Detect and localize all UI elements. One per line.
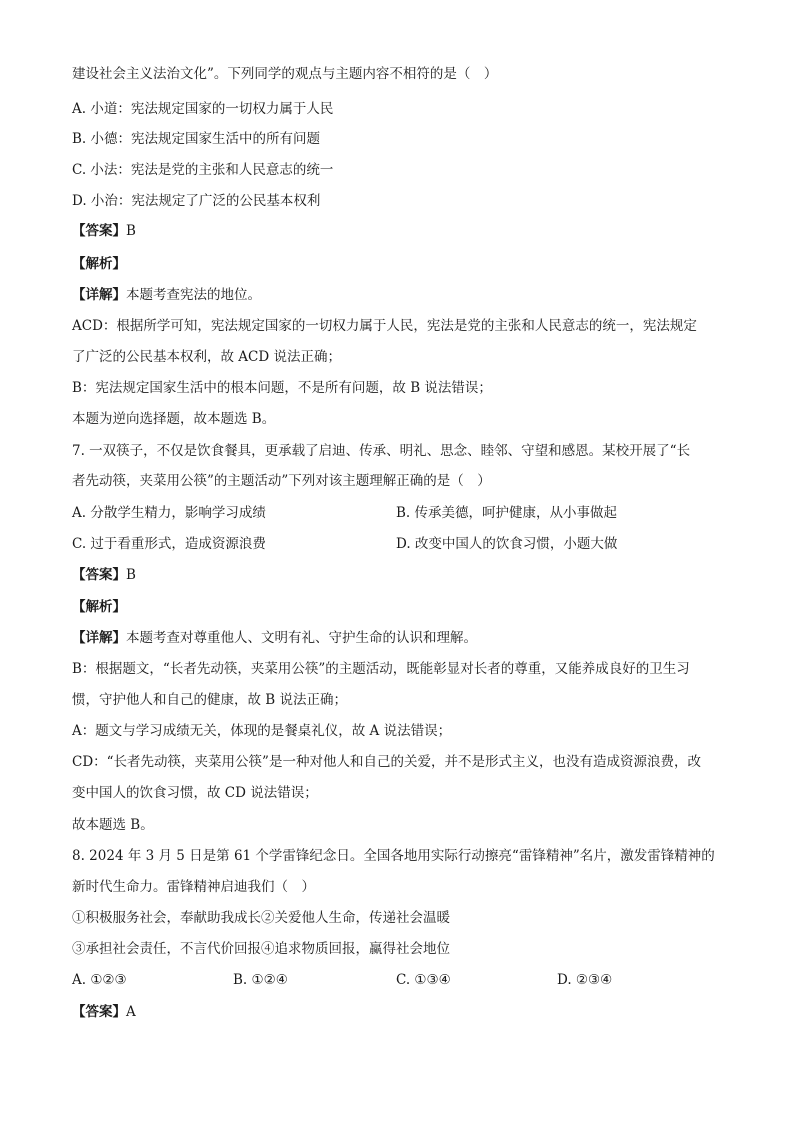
- q7-explanation-line: A：题文与学习成绩无关，体现的是餐桌礼仪，故 A 说法错误；: [72, 723, 452, 739]
- q8-statement: ③承担社会责任，不言代价回报④追求物质回报，赢得社会地位: [72, 941, 450, 957]
- q7-analysis-label: 【解析】: [72, 599, 126, 615]
- q7-explanation-line: 惯，守护他人和自己的健康，故 B 说法正确；: [72, 692, 348, 708]
- q6-option-d: D. 小治：宪法规定了广泛的公民基本权利: [72, 193, 321, 209]
- detail-intro: 本题考查对尊重他人、文明有礼、守护生命的认识和理解。: [126, 630, 477, 646]
- q8-statement: ①积极服务社会，奉献助我成长②关爱他人生命，传递社会温暖: [72, 910, 450, 926]
- q7-stem-line: 者先动筷，夹菜用公筷”的主题活动”下列对该主题理解正确的是（ ）: [72, 473, 491, 489]
- answer-label: 【答案】: [72, 223, 126, 239]
- q6-explanation-line: ACD：根据所学可知，宪法规定国家的一切权力属于人民，宪法是党的主张和人民意志的统一，宪法规定: [72, 318, 697, 334]
- q8-option-d: D. ②③④: [557, 972, 613, 988]
- q6-option-a: A. 小道：宪法规定国家的一切权力属于人民: [72, 101, 334, 117]
- q6-explanation-line: 本题为逆向选择题，故本题选 B。: [72, 411, 276, 427]
- q7-explanation-line: 变中国人的饮食习惯，故 CD 说法错误；: [72, 785, 318, 801]
- q8-answer: [72, 1002, 732, 1022]
- q6-analysis-label: 【解析】: [72, 256, 126, 272]
- q8-option-c: C. ①③④: [396, 972, 451, 988]
- q6-stem: 建设社会主义法治文化”。下列同学的观点与主题内容不相符的是（ ）: [72, 66, 498, 82]
- answer-value: B: [126, 223, 136, 239]
- q8-stem-line: 8. 2024 年 3 月 5 日是第 61 个学雷锋纪念日。全国各地用实际行动擦亮“雷锋精神”名片，激发雷锋精神的: [72, 848, 715, 864]
- q7-option-b: B. 传承美德，呵护健康，从小事做起: [396, 505, 618, 521]
- q8-option-b: B. ①②④: [233, 972, 288, 988]
- q7-option-d: D. 改变中国人的饮食习惯，小题大做: [396, 536, 618, 552]
- q6-option-c: C. 小法：宪法是党的主张和人民意志的统一: [72, 162, 334, 178]
- q8-stem-line: 新时代生命力。雷锋精神启迪我们（ ）: [72, 879, 315, 895]
- q6-option-b: B. 小德：宪法规定国家生活中的所有问题: [72, 131, 321, 147]
- q6-detail: [72, 285, 732, 305]
- answer-value: B: [126, 567, 136, 583]
- answer-value: A: [126, 1004, 136, 1020]
- detail-label: 【详解】: [72, 630, 126, 646]
- q8-option-a: A. ①②③: [72, 972, 127, 988]
- answer-label: 【答案】: [72, 567, 126, 583]
- q7-stem-line: 7. 一双筷子，不仅是饮食餐具，更承载了启迪、传承、明礼、思念、睦邻、守望和感恩。某校开展了“长: [72, 443, 691, 459]
- q7-answer: [72, 565, 732, 585]
- q7-explanation-line: B：根据题文，“长者先动筷，夹菜用公筷”的主题活动，既能彰显对长者的尊重，又能养成良好的卫生习: [72, 661, 690, 677]
- detail-label: 【详解】: [72, 287, 126, 303]
- q7-detail: [72, 628, 732, 648]
- q6-explanation-line: 了广泛的公民基本权利，故 ACD 说法正确；: [72, 349, 341, 365]
- q6-answer: [72, 221, 732, 241]
- q7-option-c: C. 过于看重形式，造成资源浪费: [72, 536, 266, 552]
- detail-intro: 本题考查宪法的地位。: [126, 287, 261, 303]
- answer-label: 【答案】: [72, 1004, 126, 1020]
- q7-explanation-line: 故本题选 B。: [72, 817, 154, 833]
- q6-explanation-line: B：宪法规定国家生活中的根本问题，不是所有问题，故 B 说法错误；: [72, 380, 492, 396]
- q7-option-a: A. 分散学生精力，影响学习成绩: [72, 505, 266, 521]
- q7-explanation-line: CD：“长者先动筷，夹菜用公筷”是一种对他人和自己的关爱，并不是形式主义，也没有造成资源浪费，改: [72, 754, 701, 770]
